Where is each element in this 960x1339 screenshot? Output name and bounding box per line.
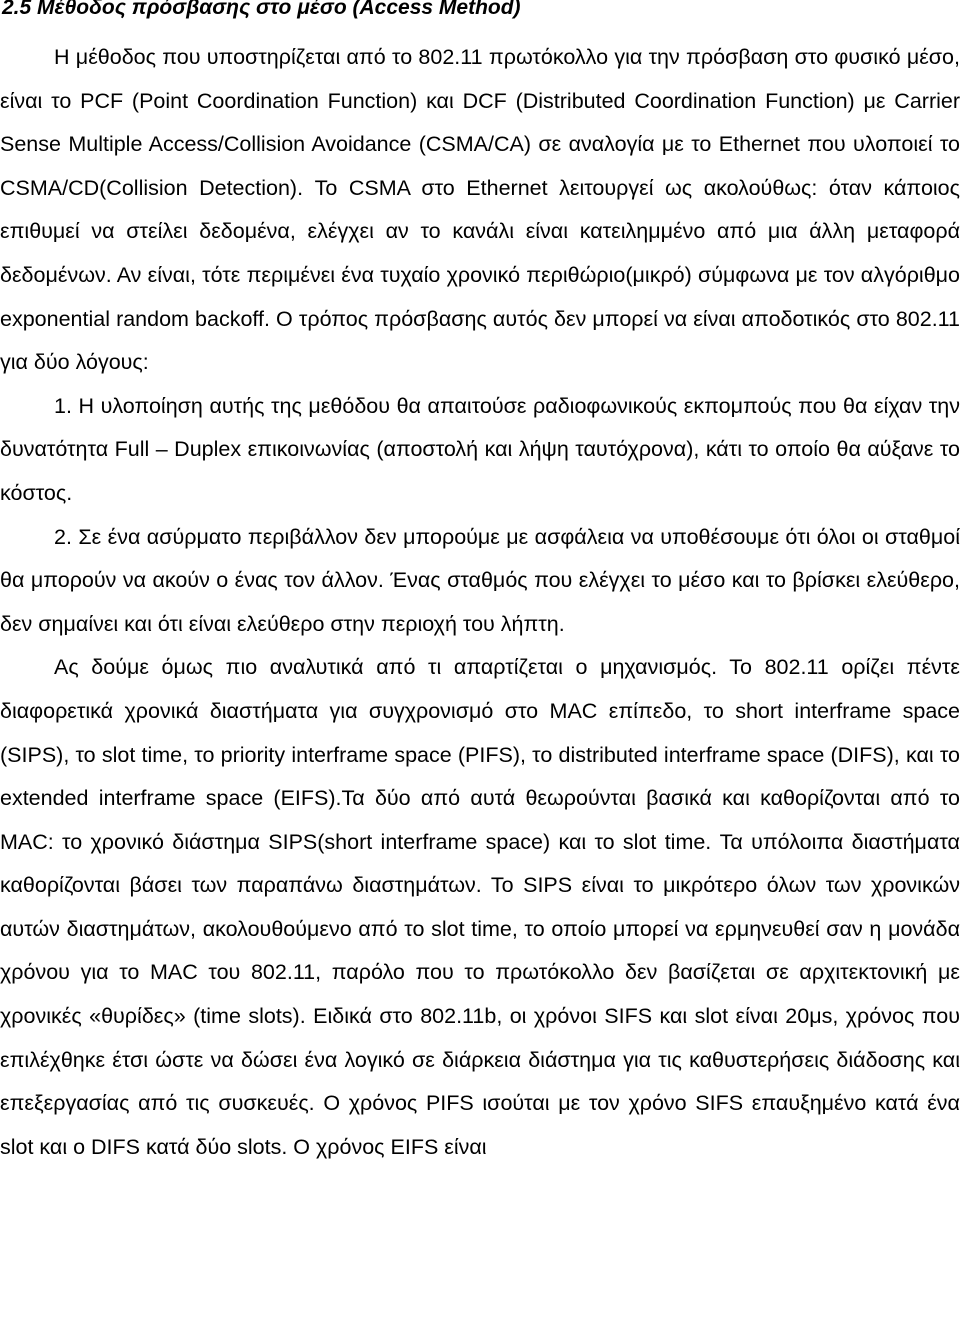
paragraph-timing: Ας δούμε όμως πιο αναλυτικά από τι απαρτίζεται ο μηχανισμός. Το 802.11 ορίζει πέντε διαφορετικά χρονικά διαστήματα για συγχρονισμό στο MAC επίπεδο, το short interframe space (SIPS), το slot time, το priority interframe space (PIFS), το distributed interframe space (DIFS), και το extended interframe space (EIFS).Τα δύο από αυτά θεωρούνται βασικά και καθορίζονται από το MAC: το χρονικό διάστημα SIPS(short interframe space) και το slot time. Τα υπόλοιπα διαστήματα καθορίζονται βάσει των παραπάνω διαστημάτων. Το SIPS είναι το μικρότερο όλων των χρονικών αυτών διαστημάτων, ακολουθούμενο από το slot time, το οποίο μπορεί να ερμηνευθεί σαν η μονάδα χρόνου για το MAC του 802.11, παρόλο που το πρωτόκολλο δεν βασίζεται σε αρχιτεκτονική με χρονικές «θυρίδες» (time slots). Ειδικά στο 802.11b, οι χρόνοι SIFS και slot είναι 20μs, χρόνος που επιλέχθηκε έτσι ώστε να δώσει ένα λογικό σε διάρκεια διάστημα για τις καθυστερήσεις διάδοσης και επεξεργασίας από τις συσκευές. Ο χρόνος PIFS ισούται με τον χρόνο SIFS επαυξημένο κατά ένα slot και ο DIFS κατά δύο slots. Ο χρόνος EIFS είναι — [0, 655, 960, 1159]
body-text — [0, 36, 960, 1169]
paragraph-intro: Η μέθοδος που υποστηρίζεται από το 802.11 πρωτόκολλο για την πρόσβαση στο φυσικό μέσο, είναι το PCF (Point Coordination Function) και DCF (Distributed Coordination Function) με Carrier Sense Multiple Access/Collision Avoidance (CSMA/CA) σε αναλογία με το Ethernet που υλοποιεί το CSMA/CD(Collision Detection). Το CSMA στο Ethernet λειτουργεί ως ακολούθως: όταν κάποιος επιθυμεί να στείλει δεδομένα, ελέγχει αν το κανάλι είναι κατειλημμένο από μια άλλη μεταφορά δεδομένων. Αν είναι, τότε περιμένει ένα τυχαίο χρονικό περιθώριο(μικρό) σύμφωνα με τον αλγόριθμο exponential random backoff. Ο τρόπος πρόσβασης αυτός δεν μπορεί να είναι αποδοτικός στο 802.11 για δύο λόγους: — [0, 45, 960, 375]
paragraph-reason-1: 1. Η υλοποίηση αυτής της μεθόδου θα απαιτούσε ραδιοφωνικούς εκπομπούς που θα είχαν την δυνατότητα Full – Duplex επικοινωνίας (αποστολή και λήψη ταυτόχρονα), κάτι το οποίο θα αύξανε το κόστος. — [0, 393, 960, 505]
section-heading: 2.5 Μέθοδος πρόσβασης στο μέσο (Access Method) — [2, 0, 521, 19]
paragraph-reason-2: 2. Σε ένα ασύρματο περιβάλλον δεν μπορούμε με ασφάλεια να υποθέσουμε ότι όλοι οι σταθμοί θα μπορούν να ακούν ο ένας τον άλλον. Ένας σταθμός που ελέγχει το μέσο και το βρίσκει ελεύθερο, δεν σημαίνει και ότι είναι ελεύθερο στην περιοχή του λήπτη. — [0, 524, 960, 636]
